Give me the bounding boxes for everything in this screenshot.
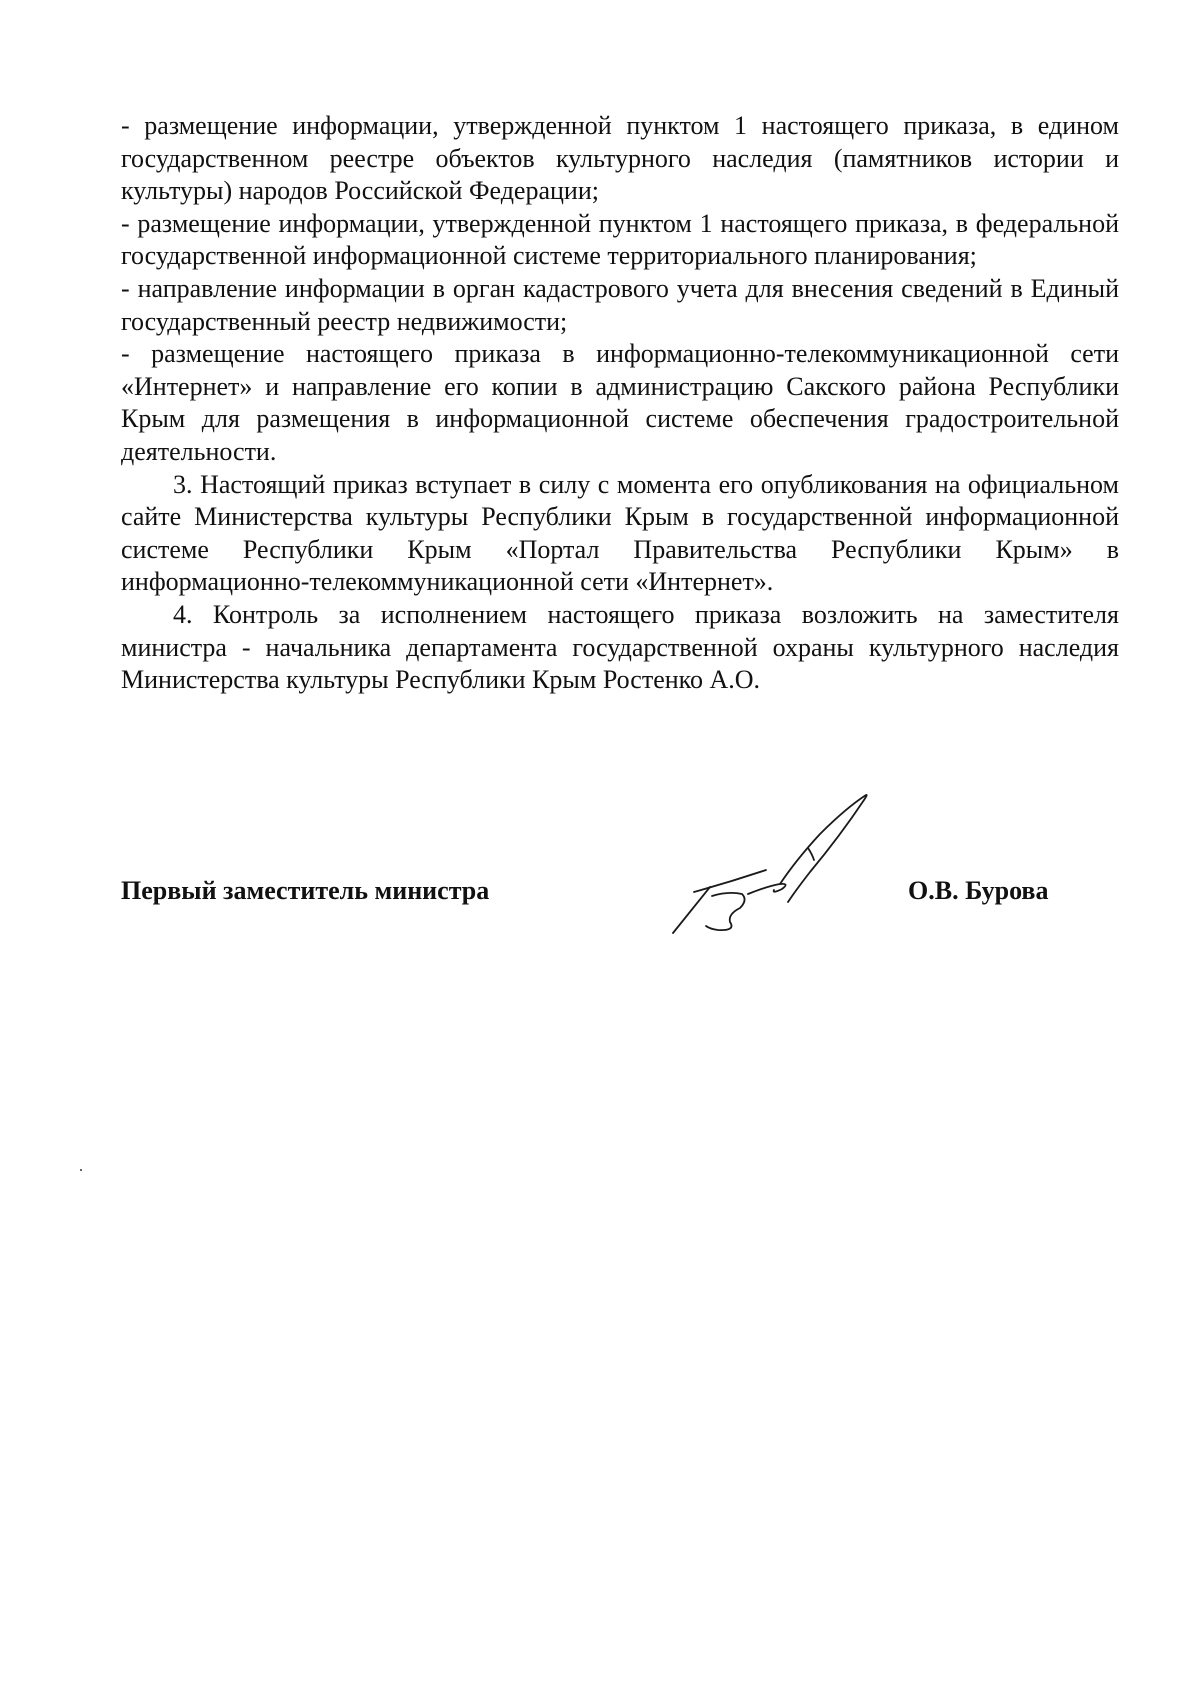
list-item-cadastral: - направление информации в орган кадастрового учета для внесения сведений в Единый государственный реестр недвижимости; <box>121 273 1119 336</box>
signer-name: О.В. Бурова <box>908 876 1049 905</box>
handwritten-signature-icon <box>670 790 930 940</box>
scan-speck <box>80 1169 82 1171</box>
document-body <box>121 110 1119 697</box>
list-item-registry: - размещение информации, утвержденной пунктом 1 настоящего приказа, в едином государственном реестре объектов культурного наследия (памятников истории и культуры) народов Российской Федерации; <box>121 111 1119 206</box>
clause-4: 4. Контроль за исполнением настоящего приказа возложить на заместителя министра - начальника департамента государственной охраны культурного наследия Министерства культуры Республики Крым Ростенко А.О. <box>121 599 1119 695</box>
clause-3: 3. Настоящий приказ вступает в силу с момента его опубликования на официальном сайте Министерства культуры Республики Крым в государственной информационной системе Республики Крым «Портал Правительства Республики Крым» в информационно-телекоммуникационной сети «Интернет». <box>121 469 1119 597</box>
list-item-internet: - размещение настоящего приказа в информационно-телекоммуникационной сети «Интернет» и направление его копии в администрацию Сакского района Республики Крым для размещения в информационной системе обеспечения градостроительной деятельности. <box>121 339 1119 466</box>
signer-title: Первый заместитель министра <box>121 876 490 905</box>
list-item-planning-system: - размещение информации, утвержденной пунктом 1 настоящего приказа, в федеральной государственной информационной системе территориального планирования; <box>121 208 1119 271</box>
